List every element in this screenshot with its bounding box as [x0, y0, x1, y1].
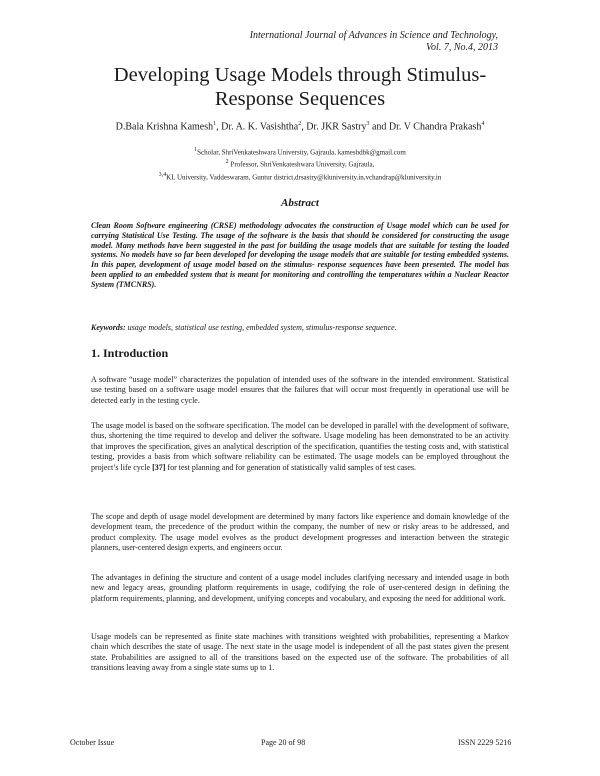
author-3: , Dr. JKR Sastry — [301, 121, 367, 133]
journal-header — [250, 30, 498, 54]
paragraph-2-part-a: The usage model is based on the software specification. The model can be developed in parallel with the development of software, thus, shortening the time required to develop and deliver the software. Usage modeling has been demonstrated to be an activity that improves the specification, gives an analytical description of the specification, quantifies the testing costs and, with statistical testing, provides a basis from which software reliability can be estimated. The usage models can be employed throughout the project’s life cycle — [91, 421, 509, 472]
footer-issn: ISSN 2229 5216 — [458, 738, 512, 747]
affiliation-3-sup: 3,4 — [158, 171, 167, 178]
affiliation-1-sup: 1 — [194, 147, 198, 153]
section-heading: 1. Introduction — [91, 346, 169, 360]
paragraph-2-part-b: for test planning and for generation of statistically valid samples of test cases. — [165, 462, 417, 472]
author-1: D.Bala Krishna Kamesh — [115, 121, 214, 133]
author-3-sup: 3 — [366, 121, 370, 127]
author-1-sup: 1 — [213, 121, 217, 127]
paragraph-1: A software “usage model” characterizes the population of intended uses of the software in the intended environment. Statistical use testing based on a software usage model ensures that the failures that will occur most frequently in operational use will be detected early in the testing cycle. — [91, 375, 509, 405]
abstract-heading: Abstract — [281, 197, 319, 209]
paragraph-4: The advantages in defining the structure and content of a usage model includes clarifying necessary and intended usage in both new and legacy areas, grounding platform requirements in usage, codifying the role of user-centered design in defining the platform requirements, planning, and development, unifying concepts and vocabulary, and exposing the need for additional work. — [91, 573, 509, 603]
journal-name: International Journal of Advances in Science and Technology, — [249, 30, 498, 41]
citation-ref: [37] — [152, 462, 166, 472]
affiliation-3 — [40, 170, 560, 182]
keywords-label: Keywords: — [91, 323, 126, 332]
paragraph-2 — [91, 421, 509, 473]
keywords-text: usage models, statistical use testing, embedded system, stimulus-response sequence. — [125, 323, 397, 332]
affiliation-2-text: Professor, ShriVenkateshwara University, Gajraula, — [228, 160, 375, 169]
author-list — [40, 121, 560, 132]
journal-volume: Vol. 7, No.4, 2013 — [426, 42, 498, 53]
title-line-1: Developing Usage Models through Stimulus- — [113, 64, 487, 86]
affiliation-2 — [40, 157, 560, 169]
affiliation-1 — [40, 145, 560, 157]
affiliation-3-text: KL University, Vaddeswaram, Guntur district,drsastry@kluniversity.in,vchandrap@kluniversity.in — [166, 172, 442, 181]
footer-issue: October Issue — [70, 738, 115, 747]
author-4-sup: 4 — [481, 121, 485, 127]
paragraph-5: Usage models can be represented as finite state machines with transitions weighted with probabilities, representing a Markov chain which describes the state of usage. The next state in the usage model is independent of all the past states given the present state. Probabilities are assigned to all of the transitions based on the expected use of the software. The probabilities of all transitions leaving away from a single state sums up to 1. — [91, 632, 509, 673]
title-line-2: Response Sequences — [214, 88, 386, 110]
affiliation-1-text: Scholar, ShriVenkateshwara University, Gajraula, kameshdbk@gmail.com — [197, 148, 406, 157]
paragraph-3: The scope and depth of usage model development are determined by many factors like experience and domain knowledge of the development team, the precedence of the product within the company, the number of new or risky areas to be addressed, and product complexity. The usage model evolves as the product development progresses and interaction between the strategic planners, user-centered design experts, and engineers occur. — [91, 512, 509, 553]
paper-title — [40, 63, 560, 111]
footer-page-number: Page 20 of 98 — [261, 738, 306, 747]
affiliation-2-sup: 2 — [225, 159, 229, 166]
author-2-sup: 2 — [298, 121, 302, 127]
author-2: , Dr. A. K. Vasishtha — [216, 121, 299, 133]
affiliations — [40, 145, 560, 182]
keywords — [91, 323, 531, 333]
author-4: and Dr. V Chandra Prakash — [369, 121, 482, 133]
abstract-body: Clean Room Software engineering (CRSE) methodology advocates the construction of Usage model which can be used for carrying Statistical Use Testing. The usage of the software is the basis that should be considered for constructing the usage model. Many methods have been suggested in the past for building the usage models that are suitable for testing the loaded systems. No models have so far been developed for developing the usage models that are suitable for testing embedded systems. In this paper, development of usage model based on the stimulus- response sequences have been presented. The model has been applied to an embedded system that is meant for monitoring and controlling the temperatures within a Nuclear Reactor System (TMCNRS). — [91, 221, 509, 289]
